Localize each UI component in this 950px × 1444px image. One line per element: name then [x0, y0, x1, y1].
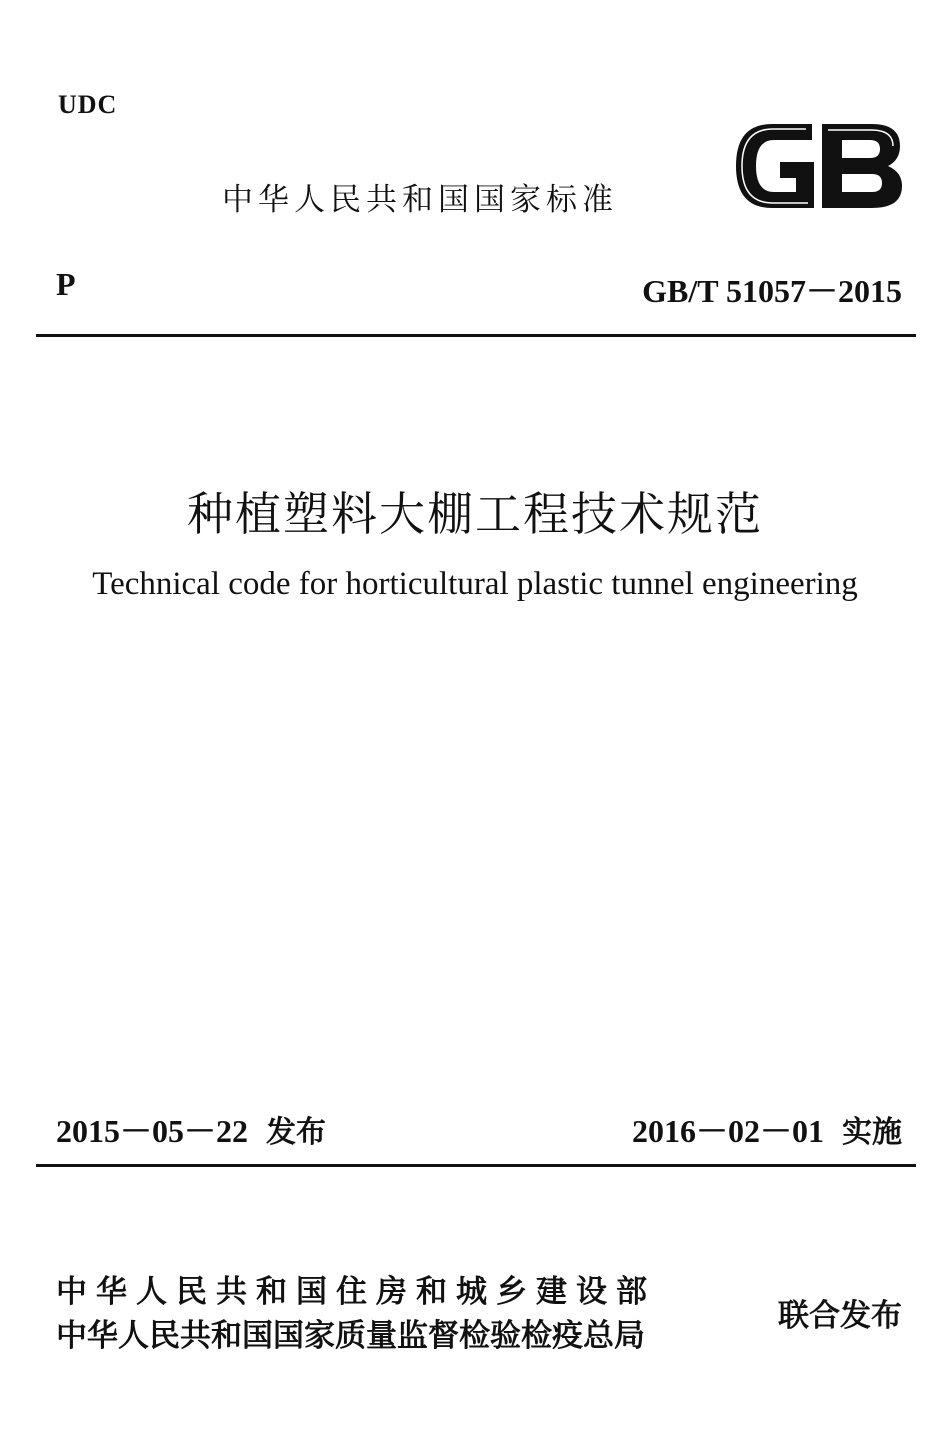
implement-date-line — [632, 1106, 902, 1152]
gb-logo-g — [736, 124, 814, 208]
implement-label: 实施 — [842, 1115, 902, 1150]
bottom-divider — [36, 1164, 916, 1167]
publish-date-line — [56, 1106, 326, 1152]
national-standard-heading: 中华人民共和国国家标准 — [222, 182, 618, 218]
implement-date: 2016－02－01 — [631, 1113, 824, 1149]
title-chinese: 种植塑料大棚工程技术规范 — [187, 487, 763, 541]
joint-issue-label: 联合发布 — [778, 1298, 902, 1334]
publish-label: 发布 — [266, 1115, 327, 1150]
title-english: Technical code for horticultural plastic tunnel engineering — [92, 566, 858, 602]
gb-logo — [732, 120, 904, 212]
publish-date: 2015－05－22 — [56, 1113, 249, 1149]
issuer-housing-ministry: 中华人民共和国住房和城乡建设部 — [56, 1274, 656, 1310]
standard-number: GB/T 51057－2015 — [642, 273, 902, 309]
issuer-quality-administration: 中华人民共和国国家质量监督检验检疫总局 — [56, 1318, 645, 1354]
udc-label: UDC — [58, 90, 118, 119]
top-divider — [36, 334, 916, 337]
issuing-authorities — [56, 1270, 656, 1358]
category-code: P — [56, 266, 76, 302]
